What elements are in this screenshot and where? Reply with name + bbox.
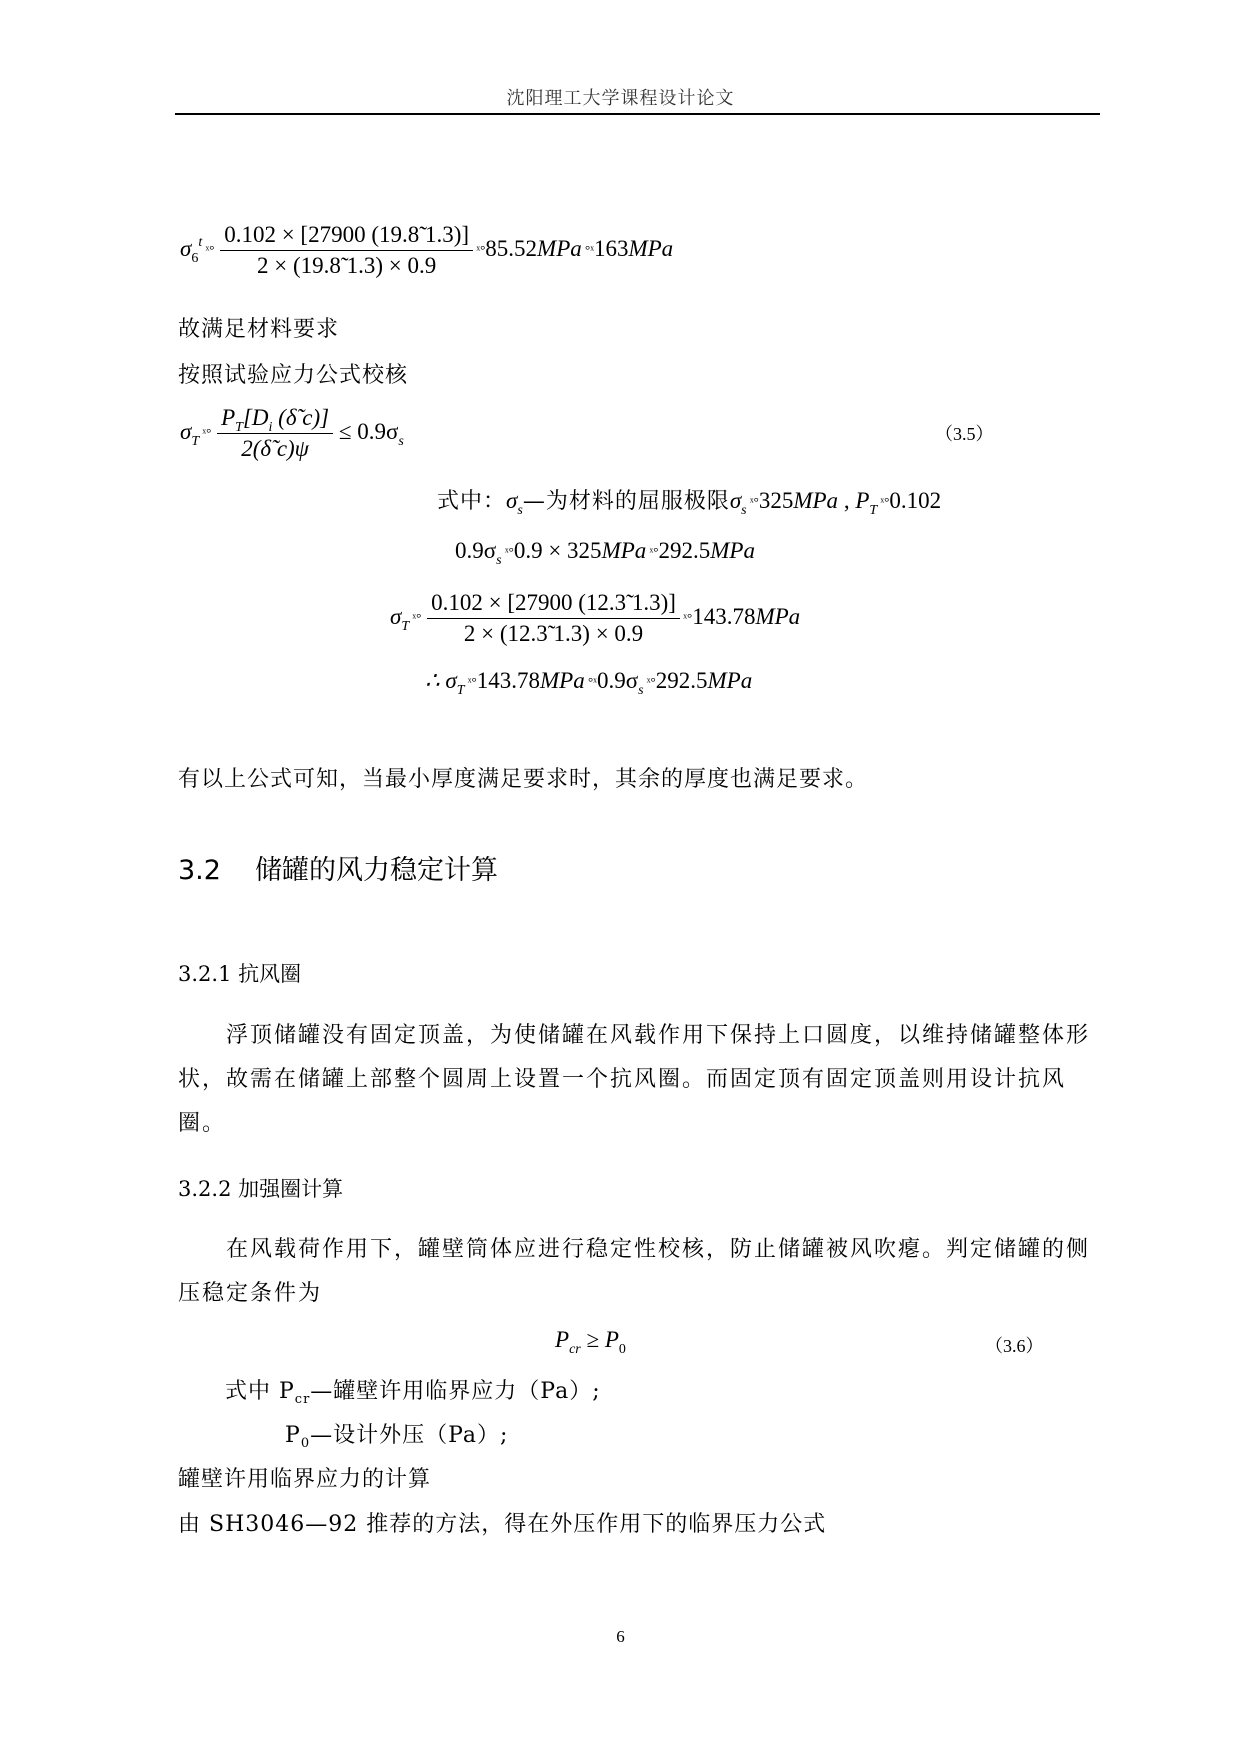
eq-subscript: s xyxy=(398,433,404,449)
section-heading xyxy=(178,848,498,887)
text-material-ok: 故满足材料要求 xyxy=(178,317,340,342)
eq-fraction xyxy=(427,590,680,647)
where-line: 式中：σs—为材料的屈服极限σs ˣ°325MPa , PT ˣ°0.102 xyxy=(437,488,942,518)
eq-superscript: t xyxy=(198,234,203,250)
text-sh3046: 由 SH3046—92 推荐的方法，得在外压作用下的临界压力公式 xyxy=(178,1512,827,1537)
paragraph-wind-ring: 浮顶储罐没有固定顶盖，为使储罐在风载作用下保持上口圆度，以维持储罐整体形状，故需在储罐上部整个圆周上设置一个抗风圈。而固定顶有固定顶盖则用设计抗风圈。 xyxy=(178,1023,1091,1136)
eq-lhs: 0.9σ xyxy=(455,538,497,563)
eq-denominator: 2 × (19.8̃ 1.3) × 0.9 xyxy=(257,253,437,278)
definition-p0: $P_0—$设计外压（Pa）; xyxy=(285,1423,509,1451)
eq-unit: MPa xyxy=(628,235,674,261)
equation-yield: $0.9\sigma_s$ ˣ°0.9 × 325MPa ˣ°292.5MPa xyxy=(455,538,755,568)
header-rule xyxy=(175,113,1100,115)
where-text: —为材料的屈服极限 xyxy=(522,489,730,514)
eq-operator: °ˣ xyxy=(581,241,594,257)
paragraph-stability: 在风载荷作用下，罐壁筒体应进行稳定性校核，防止储罐被风吹瘪。判定储罐的侧压稳定条件为 xyxy=(178,1237,1091,1306)
equation-therefore: ∴ $\sigma_T$ ˣ°143.78MPa $^\circ ˣ0.9\sigma_s$ ˣ°292.5MPa xyxy=(425,668,753,698)
section-number: 3.2 xyxy=(178,855,221,886)
eq-fraction xyxy=(220,222,473,279)
equation-sigma6 xyxy=(180,222,673,279)
eq-symbol: σ xyxy=(390,603,402,629)
where-prefix: 式中： xyxy=(437,489,507,514)
text-conclusion: 有以上公式可知，当最小厚度满足要求时，其余的厚度也满足要求。 xyxy=(178,767,869,792)
eq-numerator: $P_T[D_i$ (δ̃ c)] xyxy=(217,405,333,434)
eq-fraction xyxy=(217,405,333,462)
eq-relation: ≤ 0.9σ xyxy=(333,418,399,444)
eq-denominator: 2 × (12.3̃ 1.3) × 0.9 xyxy=(463,621,644,646)
eq-operator: ˣ° xyxy=(473,241,486,257)
eq-subscript: T xyxy=(191,433,200,449)
page-number: 6 xyxy=(616,1627,625,1646)
eq-subscript: 6 xyxy=(191,250,199,266)
eq-operator: ˣ° xyxy=(199,424,212,440)
page-header: 沈阳理工大学课程设计论文 xyxy=(506,88,735,109)
subsection-heading: 3.2.2 加强圈计算 xyxy=(178,1177,344,1201)
eq-operator: ˣ° xyxy=(202,241,215,257)
equation-number: （3.6） xyxy=(985,1336,1044,1356)
eq-numerator: 0.102 × [27900 (19.8̃ 1.3)] xyxy=(220,222,473,251)
subsection-heading: 3.2.1 抗风圈 xyxy=(178,962,302,986)
eq-limit: 163 xyxy=(593,235,629,261)
equation-number: （3.5） xyxy=(935,424,994,444)
eq-symbol: σ xyxy=(180,418,192,444)
text-test-stress: 按照试验应力公式校核 xyxy=(178,363,409,388)
section-title: 储罐的风力稳定计算 xyxy=(254,855,498,886)
eq-denominator: 2(δ̃ c)ψ xyxy=(241,436,309,461)
eq-numerator: 0.102 × [27900 (12.3̃ 1.3)] xyxy=(427,590,680,619)
eq-symbol: σ xyxy=(506,488,518,513)
equation-3-5 xyxy=(180,405,404,462)
definition-pcr: 式中 $P_{cr}—$罐壁许用临界应力（Pa）; xyxy=(225,1379,601,1407)
equation-sigmaT: $\sigma_T$ ˣ° $\frac{0.102 \times [27900 (12.3̃ 1.3)]}{2 \times (12.3̃ 1.3) \times 0.9}$ ˣ°143.78MPa xyxy=(390,590,801,646)
text-critical-stress: 罐壁许用临界应力的计算 xyxy=(178,1467,432,1492)
eq-result: 85.52 xyxy=(485,235,538,261)
equation-3-6: $P_{cr} \ge P_0$ xyxy=(555,1327,626,1357)
eq-unit: MPa xyxy=(537,235,582,261)
eq-symbol: σ xyxy=(180,235,192,261)
